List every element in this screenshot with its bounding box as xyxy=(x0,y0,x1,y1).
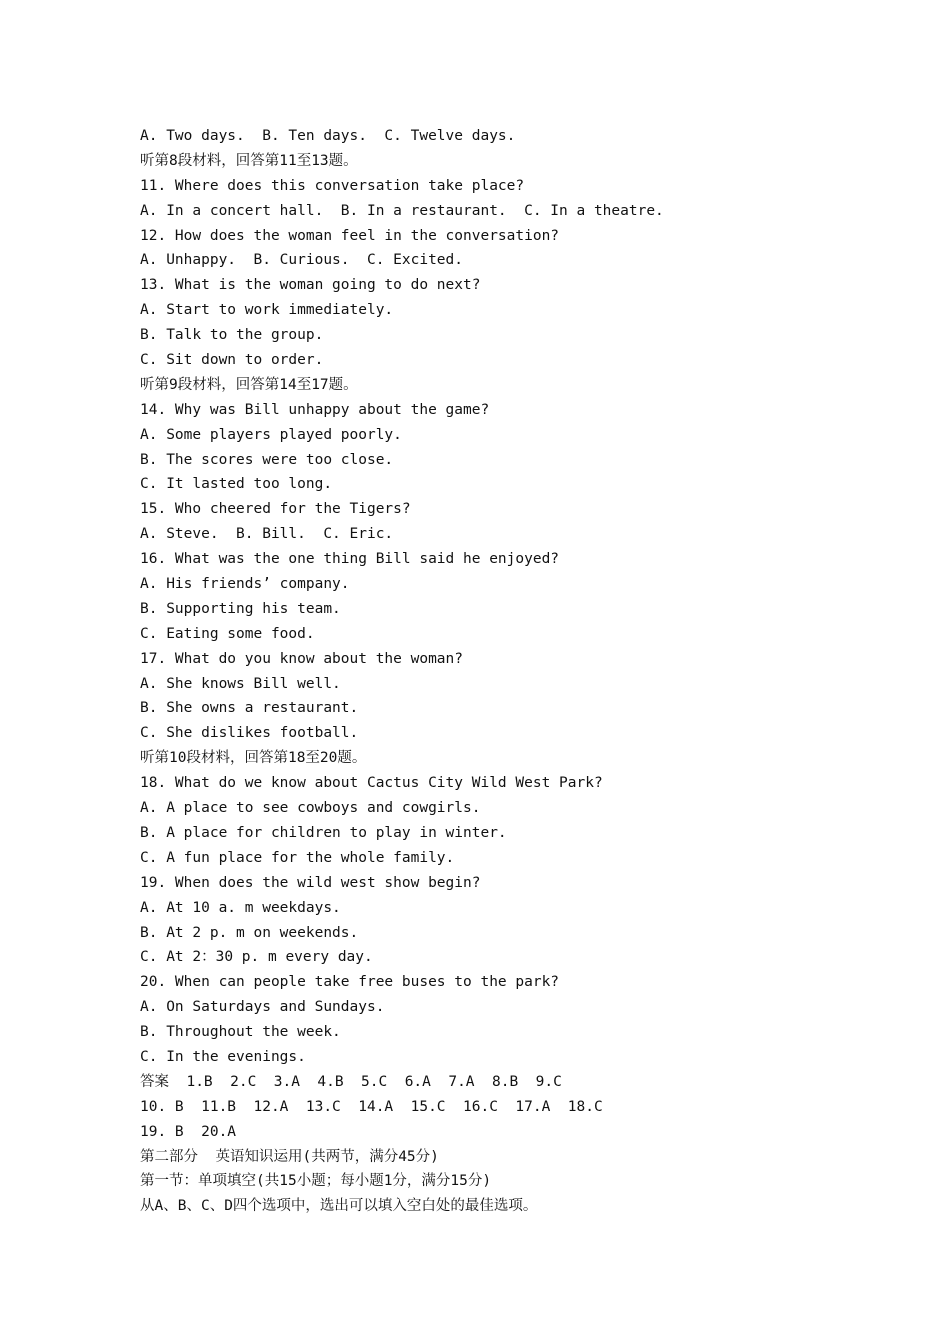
option-13b: B. Talk to the group. xyxy=(140,327,324,344)
option-18a: A. A place to see cowboys and cowgirls. xyxy=(140,800,481,817)
option-14a: A. Some players played poorly. xyxy=(140,426,402,443)
section-heading: 听第9段材料，回答第14至17题。 xyxy=(140,376,358,393)
answer-key: 19. B 20.A xyxy=(140,1123,237,1140)
option-20b: B. Throughout the week. xyxy=(140,1024,341,1041)
option-20a: A. On Saturdays and Sundays. xyxy=(140,999,385,1016)
question-12: 12. How does the woman feel in the conversation? xyxy=(140,227,560,244)
option-17b: B. She owns a restaurant. xyxy=(140,700,359,717)
option-16a: A. His friends’ company. xyxy=(140,576,350,593)
option-19b: B. At 2 p. m on weekends. xyxy=(140,924,359,941)
question-20: 20. When can people take free buses to the park? xyxy=(140,974,560,991)
option-19a: A. At 10 a. m weekdays. xyxy=(140,899,341,916)
answer-key: 10. B 11.B 12.A 13.C 14.A 15.C 16.C 17.A 18.C xyxy=(140,1098,603,1115)
question-14: 14. Why was Bill unhappy about the game? xyxy=(140,401,490,418)
question-17: 17. What do you know about the woman? xyxy=(140,650,464,667)
part-heading: 第二部分 英语知识运用(共两节，满分45分) xyxy=(140,1148,439,1165)
options-11: A. In a concert hall. B. In a restaurant. C. In a theatre. xyxy=(140,202,664,219)
question-16: 16. What was the one thing Bill said he enjoyed? xyxy=(140,551,560,568)
section-heading: 听第8段材料，回答第11至13题。 xyxy=(140,152,358,169)
text-line: A. Two days. B. Ten days. C. Twelve days. xyxy=(140,128,516,144)
option-17a: A. She knows Bill well. xyxy=(140,675,341,692)
option-13c: C. Sit down to order. xyxy=(140,352,324,369)
option-19c: C. At 2：30 p. m every day. xyxy=(140,949,373,966)
question-13: 13. What is the woman going to do next? xyxy=(140,277,481,294)
option-17c: C. She dislikes football. xyxy=(140,725,359,742)
subsection-heading: 第一节：单项填空(共15小题；每小题1分，满分15分) xyxy=(140,1173,492,1190)
options-12: A. Unhappy. B. Curious. C. Excited. xyxy=(140,252,464,269)
section-heading: 听第10段材料，回答第18至20题。 xyxy=(140,750,367,767)
option-20c: C. In the evenings. xyxy=(140,1048,306,1065)
option-16c: C. Eating some food. xyxy=(140,625,315,642)
instruction-text: 从A、B、C、D四个选项中，选出可以填入空白处的最佳选项。 xyxy=(140,1198,538,1215)
answer-key: 答案 1.B 2.C 3.A 4.B 5.C 6.A 7.A 8.B 9.C xyxy=(140,1073,562,1090)
option-14c: C. It lasted too long. xyxy=(140,476,333,493)
option-13a: A. Start to work immediately. xyxy=(140,302,394,319)
options-15: A. Steve. B. Bill. C. Eric. xyxy=(140,526,394,543)
option-16b: B. Supporting his team. xyxy=(140,600,341,617)
question-19: 19. When does the wild west show begin? xyxy=(140,874,481,891)
option-18c: C. A fun place for the whole family. xyxy=(140,849,455,866)
option-14b: B. The scores were too close. xyxy=(140,451,394,468)
option-18b: B. A place for children to play in winter. xyxy=(140,824,507,841)
document-page xyxy=(140,124,860,1219)
question-15: 15. Who cheered for the Tigers? xyxy=(140,501,411,518)
question-11: 11. Where does this conversation take place? xyxy=(140,177,525,194)
question-18: 18. What do we know about Cactus City Wild West Park? xyxy=(140,775,603,792)
